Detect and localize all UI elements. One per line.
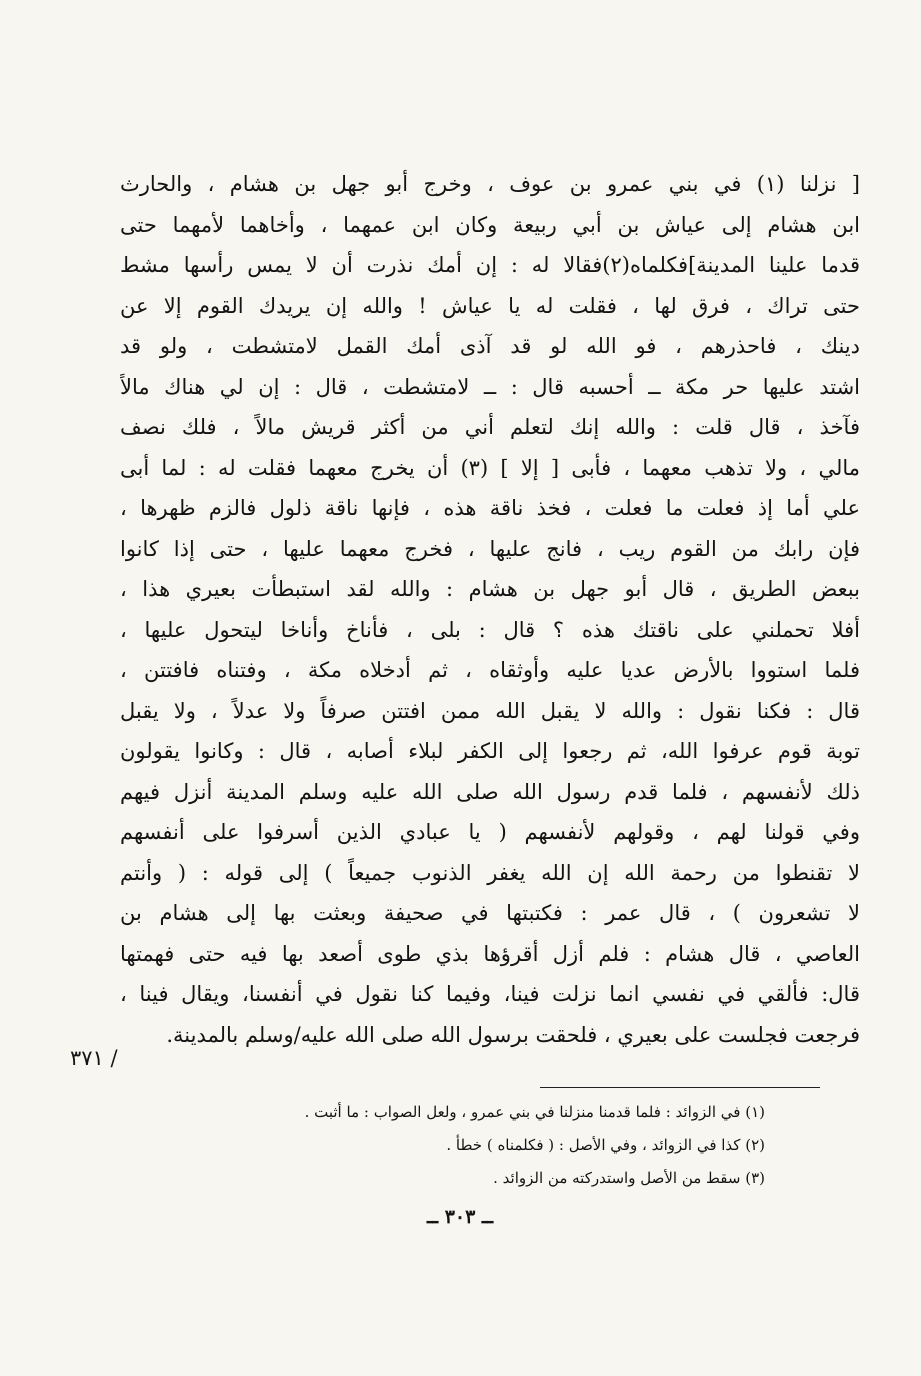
footnotes [220,1096,765,1195]
text-line: لا تقنطوا من رحمة الله إن الله يغفر الذنوب جميعاً ) إلى قوله : ( وأنتم [120,860,860,885]
margin-page-reference: / ٣٧١ [70,1046,118,1070]
text-line: أفلا تحملني على ناقتك هذه ؟ قال : بلى ، فأناخ وأناخا ليتحول عليها ، [120,617,860,642]
text-line: توبة قوم عرفوا الله، ثم رجعوا إلى الكفر لبلاء أصابه ، قال : وكانوا يقولون [120,739,860,763]
text-line: فلما استووا بالأرض عديا عليه وأوثقاه ، ثم أدخلاه مكة ، وفتناه فافتتن ، [120,658,860,682]
text-line: لا تشعرون ) ، قال عمر : فكتبتها في صحيفة وبعثت بها إلى هشام بن [120,901,860,925]
footnote-divider [540,1087,820,1088]
text-line: قال: فألقي في نفسي انما نزلت فينا، وفيما كنا نقول في أنفسنا، ويقال فينا ، [120,982,860,1006]
text-line: ابن هشام إلى عياش بن أبي ربيعة وكان ابن عمهما ، وأخاهما لأمهما حتى [120,212,860,237]
text-line: قدما علينا المدينة]فكلماه(٢)فقالا له : إن أمك نذرت أن لا يمس رأسها مشط [120,253,860,277]
text-line: وفي قولنا لهم ، وقولهم لأنفسهم ( يا عبادي الذين أسرفوا على أنفسهم [120,820,860,844]
text-line: العاصي ، قال هشام : فلم أزل أقرؤها بذي طوى أصعد بها فيه حتى فهمتها [120,941,860,966]
text-line: ذلك لأنفسهم ، فلما قدم رسول الله صلى الله عليه وسلم المدينة أنزل فيهم [120,779,860,804]
footnote: (٣) سقط من الأصل واستدركته من الزوائد . [493,1169,765,1187]
text-line: دينك ، فاحذرهم ، فو الله لو قد آذى أمك القمل لامتشطت ، ولو قد [120,334,860,358]
page-number: ــ ٣٠٣ ــ [426,1206,494,1228]
text-line: حتى تراك ، فرق لها ، فقلت له يا عياش ! والله إن يريدك القوم إلا عن [120,293,860,318]
text-line: اشتد عليها حر مكة ــ أحسبه قال : ــ لامتشطت ، قال : إن لي هناك مالاً [120,374,860,399]
text-line: ببعض الطريق ، قال أبو جهل بن هشام : والله لقد استبطأت بعيري هذا ، [120,577,860,601]
text-line: قال : فكنا نقول : والله لا يقبل الله ممن افتتن صرفاً ولا عدلاً ، ولا يقبل [120,698,860,723]
text-line: [ نزلنا (١) في بني عمرو بن عوف ، وخرج أبو جهل بن هشام ، والحارث [120,172,860,196]
text-line: علي أما إذ فعلت ما فعلت ، فخذ ناقة هذه ، فإنها ناقة ذلول فالزم ظهرها ، [120,496,860,520]
text-line: فإن رابك من القوم ريب ، فانج عليها ، فخرج معهما عليها ، حتى إذا كانوا [120,536,860,561]
text-line: فآخذ ، قال قلت : والله إنك لتعلم أني من أكثر قريش مالاً ، فلك نصف [120,415,860,439]
text-line: فرجعت فجلست على بعيري ، فلحقت برسول الله صلى الله عليه/وسلم بالمدينة. [166,1022,860,1047]
main-text-block [120,164,860,1055]
footnote: (٢) كذا في الزوائد ، وفي الأصل : ( فكلمناه ) خطأ . [446,1136,765,1154]
text-line: مالي ، ولا تذهب معهما ، فأبى [ إلا ] (٣) أن يخرج معهما فقلت له : لما أبى [120,455,860,480]
footnote: (١) في الزوائد : فلما قدمنا منزلنا في بني عمرو ، ولعل الصواب : ما أثبت . [304,1103,765,1121]
